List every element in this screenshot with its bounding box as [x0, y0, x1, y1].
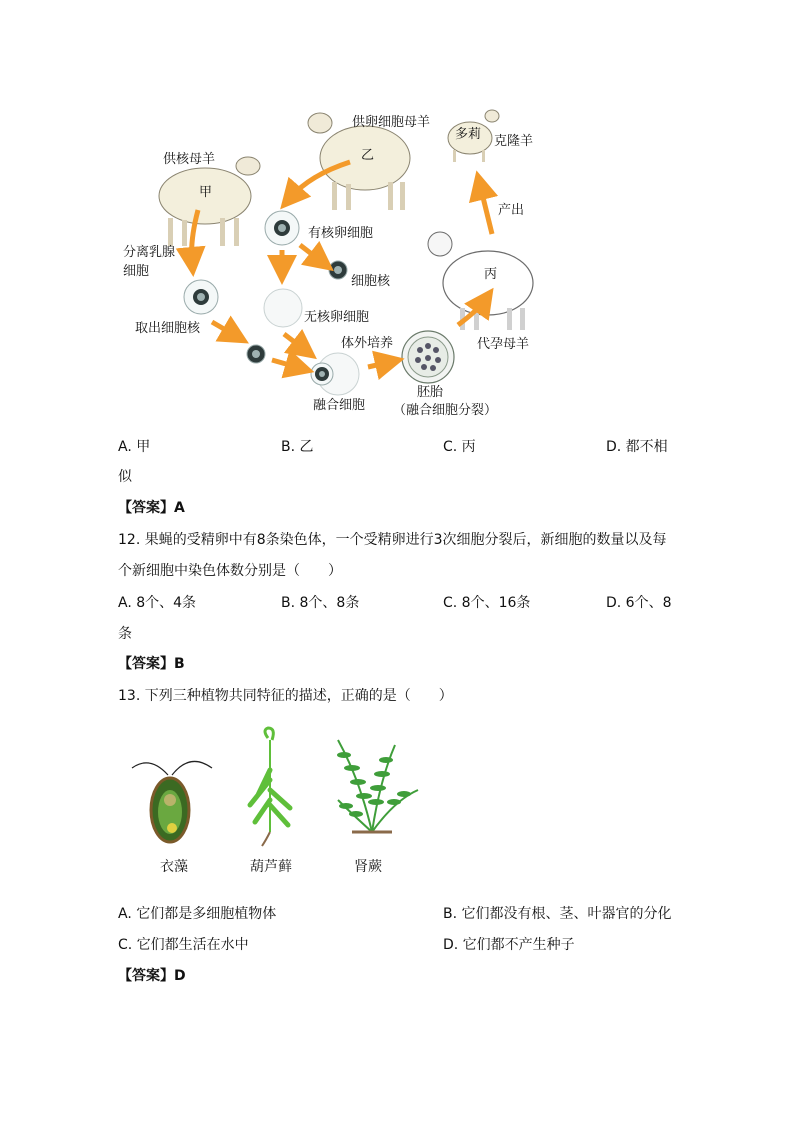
- label-enucleated-egg: 无核卵细胞: [304, 310, 370, 325]
- label-take-nucleus: 取出细胞核: [135, 321, 201, 336]
- q11-option-d-wrap: 似: [118, 469, 132, 485]
- label-dolly: 多莉: [455, 127, 482, 142]
- moss-image: [250, 728, 290, 846]
- q12-option-a: A. 8个、4条: [118, 595, 197, 611]
- label-nucleated-egg: 有核卵细胞: [308, 226, 374, 241]
- q12-option-d: D. 6个、8: [606, 595, 672, 611]
- q11-option-d: D. 都不相: [606, 439, 668, 455]
- q13-option-d: D. 它们都不产生种子: [443, 937, 575, 953]
- label-separate-mammary-1: 分离乳腺: [123, 245, 176, 260]
- label-cell-nucleus: 细胞核: [351, 274, 391, 289]
- q12-option-d-wrap: 条: [118, 626, 132, 642]
- q13-option-c: C. 它们都生活在水中: [118, 937, 249, 953]
- q11-option-c: C. 丙: [443, 439, 476, 455]
- q11-option-a: A. 甲: [118, 439, 151, 455]
- label-yi: 乙: [361, 148, 375, 163]
- q12-answer: 【答案】B: [118, 656, 185, 672]
- label-embryo-note: （融合细胞分裂）: [393, 403, 498, 418]
- q12-option-c: C. 8个、16条: [443, 595, 531, 611]
- label-donor-nucleus-sheep: 供核母羊: [163, 152, 216, 167]
- plant-label-fern: 肾蕨: [354, 859, 382, 875]
- q12-stem-line1: 12. 果蝇的受精卵中有8条染色体，一个受精卵进行3次细胞分裂后，新细胞的数量以及每: [118, 532, 667, 548]
- label-produce: 产出: [498, 203, 525, 218]
- label-donor-egg-sheep: 供卵细胞母羊: [352, 115, 431, 130]
- label-separate-mammary-2: 细胞: [123, 264, 150, 279]
- q13-option-b: B. 它们都没有根、茎、叶器官的分化: [443, 906, 672, 922]
- q11-answer: 【答案】A: [118, 500, 185, 516]
- fern-image: [337, 740, 418, 832]
- q13-answer: 【答案】D: [118, 968, 186, 984]
- q12-stem-line2: 个新细胞中染色体数分别是（ ）: [118, 563, 342, 579]
- q11-option-b: B. 乙: [281, 439, 314, 455]
- chlamydomonas-image: [132, 761, 212, 842]
- label-fused-cell: 融合细胞: [313, 398, 366, 413]
- label-bing: 丙: [484, 267, 498, 282]
- plant-label-moss: 葫芦藓: [250, 859, 292, 875]
- label-embryo: 胚胎: [417, 385, 444, 400]
- label-in-vitro-culture: 体外培养: [341, 336, 394, 351]
- q12-option-b: B. 8个、8条: [281, 595, 360, 611]
- q13-option-a: A. 它们都是多细胞植物体: [118, 906, 277, 922]
- label-clone-sheep: 克隆羊: [494, 134, 534, 149]
- label-jia: 甲: [199, 185, 213, 200]
- plant-label-chlamydomonas: 衣藻: [160, 859, 188, 875]
- label-surrogate: 代孕母羊: [477, 337, 530, 352]
- q13-stem: 13. 下列三种植物共同特征的描述，正确的是（ ）: [118, 688, 453, 704]
